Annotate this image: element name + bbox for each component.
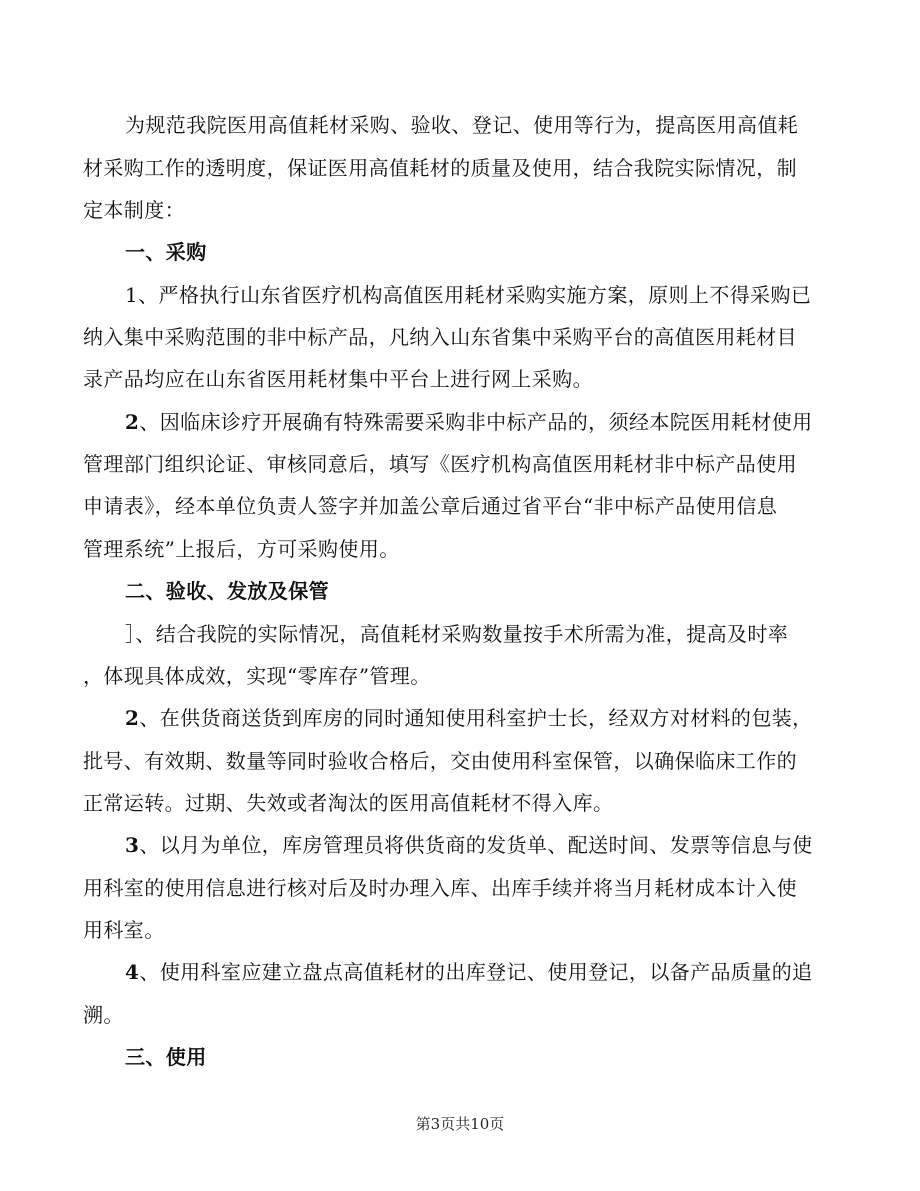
intro-line-1: 为规范我院医用高值耗材采购、验收、登记、使用等行为，提高医用高值耗 — [125, 113, 799, 137]
section-2-item-3-line-1 — [125, 832, 813, 858]
item-text: 、在供货商送货到库房的同时通知使用科室护士长，经双方对材料的包装， — [139, 706, 813, 730]
item-number: 2 — [125, 410, 140, 434]
section-1-heading: 一、采购 — [125, 240, 207, 264]
section-2-item-2-line-3: 正常运转。过期、失效或者淘汰的医用高值耗材不得入库。 — [83, 791, 614, 815]
section-1-item-1-line-2: 纳入集中采购范围的非中标产品，凡纳入山东省集中采购平台的高值医用耗材目 — [83, 325, 797, 349]
section-2-item-1-line-1: ］、结合我院的实际情况，高值耗材采购数量按手术所需为准，提高及时率 — [125, 622, 789, 646]
item-number: 3 — [125, 833, 140, 857]
section-2-item-1-line-2: ，体现具体成效，实现“零库存”管理。 — [83, 664, 431, 688]
section-1-item-2-line-4: 管理系统”上报后，方可采购使用。 — [83, 537, 400, 561]
page-number-footer: 第3页共10页 — [415, 1115, 505, 1133]
section-2-item-4-line-1 — [125, 959, 813, 985]
section-1-item-1-line-1: 1、严格执行山东省医疗机构高值医用耗材采购实施方案，原则上不得采购已 — [125, 283, 812, 307]
section-1-item-2-line-3: 申请表》，经本单位负责人签字并加盖公章后通过省平台“非中标产品使用信息 — [83, 494, 778, 518]
section-3-heading: 三、使用 — [125, 1045, 207, 1069]
section-1-item-2-line-2: 管理部门组织论证、审核同意后，填写《医疗机构高值医用耗材非中标产品使用 — [83, 452, 797, 476]
intro-line-2: 材采购工作的透明度，保证医用高值耗材的质量及使用，结合我院实际情况，制 — [83, 156, 797, 180]
item-text: 、以月为单位，库房管理员将供货商的发货单、配送时间、发票等信息与使 — [139, 833, 813, 857]
section-1-item-2-line-1 — [125, 409, 813, 435]
item-text: 、因临床诊疗开展确有特殊需要采购非中标产品的，须经本院医用耗材使用 — [139, 410, 813, 434]
section-2-item-3-line-2: 用科室的使用信息进行核对后及时办理入库、出库手续并将当月耗材成本计入使 — [83, 876, 797, 900]
section-2-item-3-line-3: 用科室。 — [83, 918, 165, 942]
item-number: 4 — [125, 960, 140, 984]
item-text: 、使用科室应建立盘点高值耗材的出库登记、使用登记，以备产品质量的追 — [139, 960, 813, 984]
section-1-item-1-line-3: 录产品均应在山东省医用耗材集中平台上进行网上采购。 — [83, 367, 593, 391]
section-2-heading: 二、验收、发放及保管 — [125, 579, 329, 603]
section-2-item-4-line-2: 溯。 — [83, 1003, 124, 1027]
intro-line-3: 定本制度： — [83, 198, 185, 222]
section-2-item-2-line-2: 批号、有效期、数量等同时验收合格后，交由使用科室保管，以确保临床工作的 — [83, 749, 797, 773]
item-number: 2 — [125, 706, 140, 730]
section-2-item-2-line-1 — [125, 705, 813, 731]
